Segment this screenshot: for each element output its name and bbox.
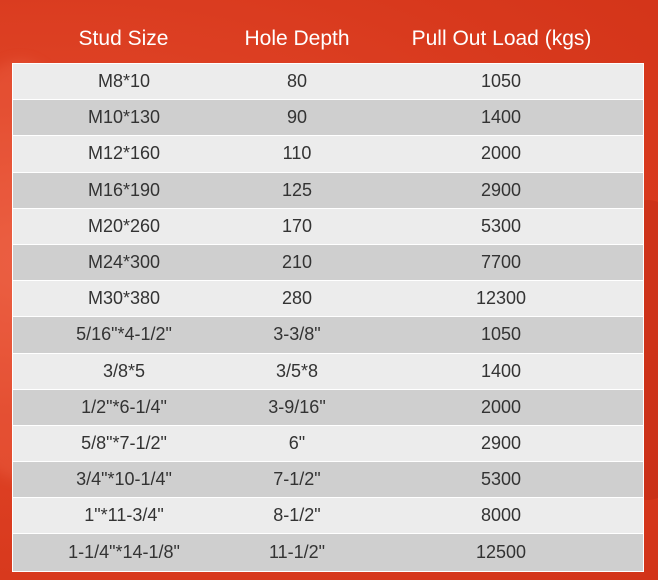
hole-depth-cell: 90 — [286, 107, 308, 128]
table-row — [13, 100, 643, 136]
hole-depth-cell: 125 — [281, 179, 313, 200]
stud-size-cell: 1"*11-3/4" — [84, 505, 164, 526]
table-row — [13, 64, 643, 100]
header-hole-depth: Hole Depth — [244, 27, 350, 50]
table-row — [13, 245, 643, 281]
table-row — [13, 534, 643, 570]
hole-depth-cell: 80 — [286, 71, 308, 92]
table-row — [13, 173, 643, 209]
spec-table — [12, 63, 644, 572]
hole-depth-cell: 3-9/16" — [268, 396, 326, 417]
stud-size-cell: M16*190 — [87, 179, 161, 200]
hole-depth-cell: 3-3/8" — [273, 324, 321, 345]
stud-size-cell: M12*160 — [87, 143, 161, 164]
table-header — [12, 16, 644, 62]
stud-size-cell: M20*260 — [87, 215, 161, 236]
hole-depth-cell: 8-1/2" — [273, 505, 321, 526]
stud-size-cell: M10*130 — [87, 107, 161, 128]
pull-out-load-cell: 7700 — [480, 252, 522, 273]
pull-out-load-cell: 5300 — [480, 215, 522, 236]
table-row — [13, 390, 643, 426]
stud-size-cell: M30*380 — [87, 288, 161, 309]
stud-size-cell: 5/16"*4-1/2" — [76, 324, 172, 345]
table-row — [13, 462, 643, 498]
table-row — [13, 136, 643, 172]
pull-out-load-cell: 8000 — [480, 505, 522, 526]
hole-depth-cell: 11-1/2" — [268, 542, 326, 563]
pull-out-load-cell: 1400 — [480, 360, 522, 381]
pull-out-load-cell: 1400 — [480, 107, 522, 128]
hole-depth-cell: 6" — [288, 432, 306, 453]
stud-size-cell: 1-1/4"*14-1/8" — [68, 542, 180, 563]
hole-depth-cell: 170 — [281, 215, 313, 236]
hole-depth-cell: 3/5*8 — [275, 360, 319, 381]
pull-out-load-cell: 2000 — [480, 143, 522, 164]
table-row — [13, 317, 643, 353]
hole-depth-cell: 210 — [281, 252, 313, 273]
table-row — [13, 209, 643, 245]
table-row — [13, 281, 643, 317]
pull-out-load-cell: 12300 — [475, 288, 527, 309]
table-row — [13, 498, 643, 534]
stud-size-cell: M24*300 — [87, 252, 161, 273]
table-row — [13, 426, 643, 462]
pull-out-load-cell: 2000 — [480, 396, 522, 417]
pull-out-load-cell: 5300 — [480, 469, 522, 490]
header-stud-size: Stud Size — [78, 27, 169, 50]
hole-depth-cell: 280 — [281, 288, 313, 309]
pull-out-load-cell: 2900 — [480, 432, 522, 453]
stud-size-cell: 1/2"*6-1/4" — [81, 396, 167, 417]
stud-size-cell: 3/4"*10-1/4" — [76, 469, 172, 490]
pull-out-load-cell: 12500 — [475, 542, 527, 563]
pull-out-load-cell: 2900 — [480, 179, 522, 200]
hole-depth-cell: 7-1/2" — [273, 469, 321, 490]
stud-size-cell: 5/8"*7-1/2" — [81, 432, 167, 453]
pull-out-load-cell: 1050 — [480, 71, 522, 92]
header-pull-out-load: Pull Out Load (kgs) — [411, 27, 592, 50]
stud-size-cell: 3/8*5 — [102, 360, 146, 381]
hole-depth-cell: 110 — [282, 143, 312, 164]
table-row — [13, 354, 643, 390]
pull-out-load-cell: 1050 — [480, 324, 522, 345]
stud-size-cell: M8*10 — [97, 71, 151, 92]
